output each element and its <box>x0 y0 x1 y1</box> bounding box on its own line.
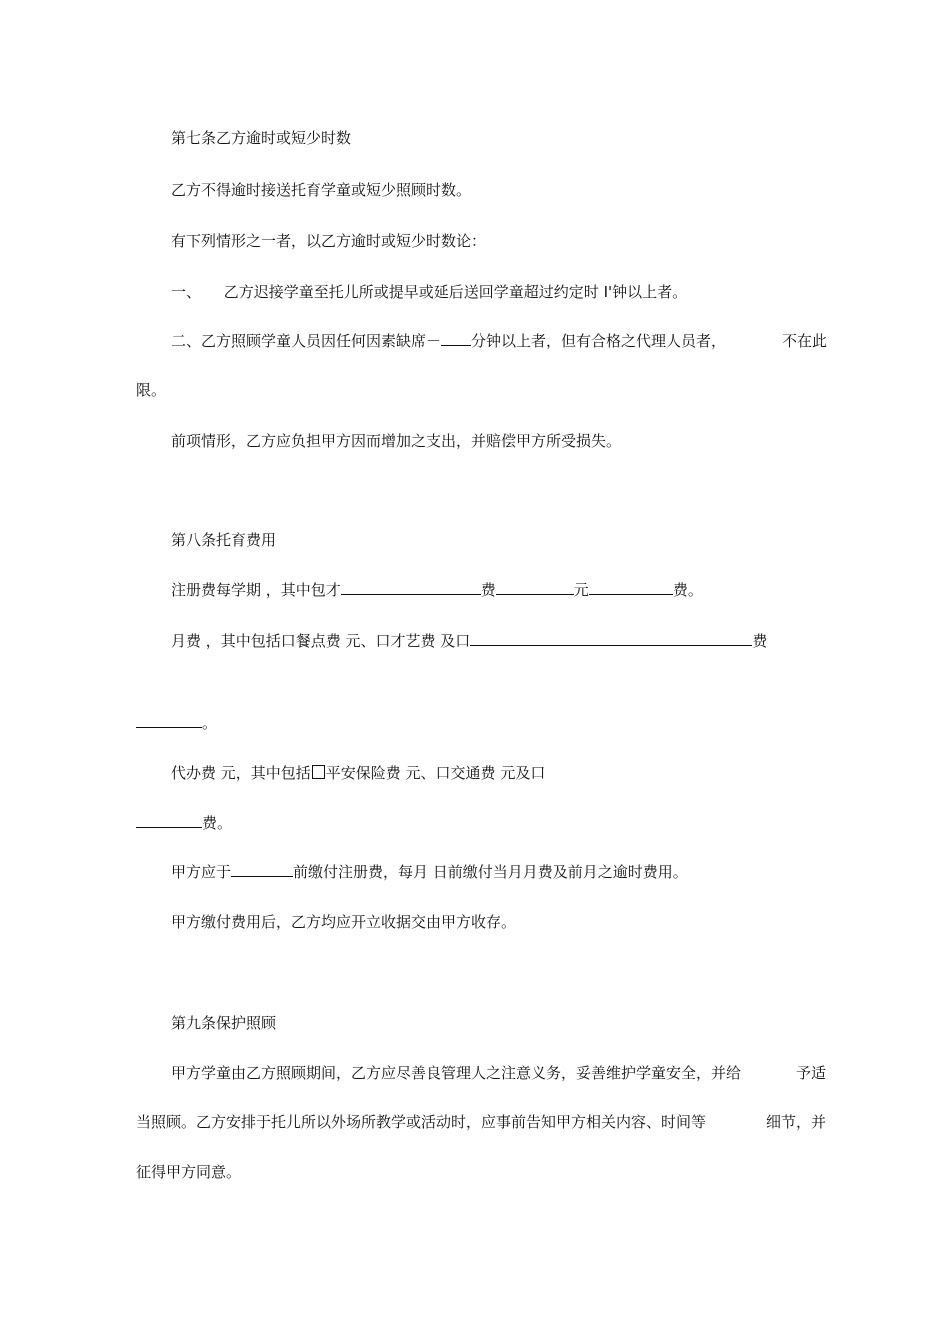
article-9-heading: 第九条保护照顾 <box>171 1014 277 1032</box>
article-7-item-1 <box>171 282 687 302</box>
registration-fee-line: 注册费每学期 ，其中包才 费 元 费。 <box>171 581 703 599</box>
agency-fee-continued: 费。 <box>136 813 232 833</box>
article-7-para-3: 前项情形，乙方应负担甲方因而增加之支出，并赔偿甲方所受损失。 <box>171 432 622 450</box>
blank-field <box>496 580 574 595</box>
article-9-line-1: 甲方学童由乙方照顾期间，乙方应尽善良管理人之注意义务，妥善维护学童安全，并给 予适 <box>171 1064 826 1082</box>
item-2-text-start: 二、乙方照顾学童人员因任何因素缺席－ 分钟以上者，但有合格之代理人员者， <box>171 332 727 350</box>
article-7-para-1: 乙方不得逾时接送托育学童或短少照顾时数。 <box>171 181 472 199</box>
article-7-heading: 第七条乙方逾时或短少时数 <box>171 129 352 147</box>
blank-field <box>136 713 202 728</box>
blank-field <box>231 862 293 877</box>
blank-field <box>341 580 481 595</box>
article-7-item-2 <box>171 331 827 351</box>
article-7-item-2-continued: 限。 <box>136 381 167 399</box>
receipt-line: 甲方缴付费用后，乙方均应开立收据交由甲方收存。 <box>171 913 517 931</box>
monthly-fee-line: 月费 ，其中包括口餐点费 元、口才艺费 及口 费 <box>171 632 768 650</box>
item-1-number: 一、 <box>171 283 202 301</box>
blank-field <box>470 631 752 646</box>
item-1-text: 乙方迟接学童至托儿所或提早或延后送回学童超过约定时 I'钟以上者。 <box>223 283 688 301</box>
blank-field <box>136 813 202 828</box>
item-2-text-end: 不在此 <box>781 332 827 350</box>
article-8-heading: 第八条托育费用 <box>171 531 277 549</box>
checkbox-icon <box>312 765 325 779</box>
payment-deadline-line: 甲方应于 前缴付注册费，每月 日前缴付当月月费及前月之逾时费用。 <box>171 863 688 881</box>
agency-fee-line: 代办费 元，其中包括 平安保险费 元、口交通费 元及口 <box>171 764 546 782</box>
article-9-line-2: 当照顾。乙方安排于托儿所以外场所教学或活动时，应事前告知甲方相关内容、时间等 细节，并 <box>136 1113 826 1131</box>
article-7-para-2: 有下列情形之一者，以乙方逾时或短少时数论： <box>171 232 487 250</box>
monthly-fee-continued: 。 <box>136 713 217 733</box>
blank-field <box>589 580 673 595</box>
article-9-line-3: 征得甲方同意。 <box>136 1163 242 1181</box>
blank-minutes <box>441 331 471 346</box>
